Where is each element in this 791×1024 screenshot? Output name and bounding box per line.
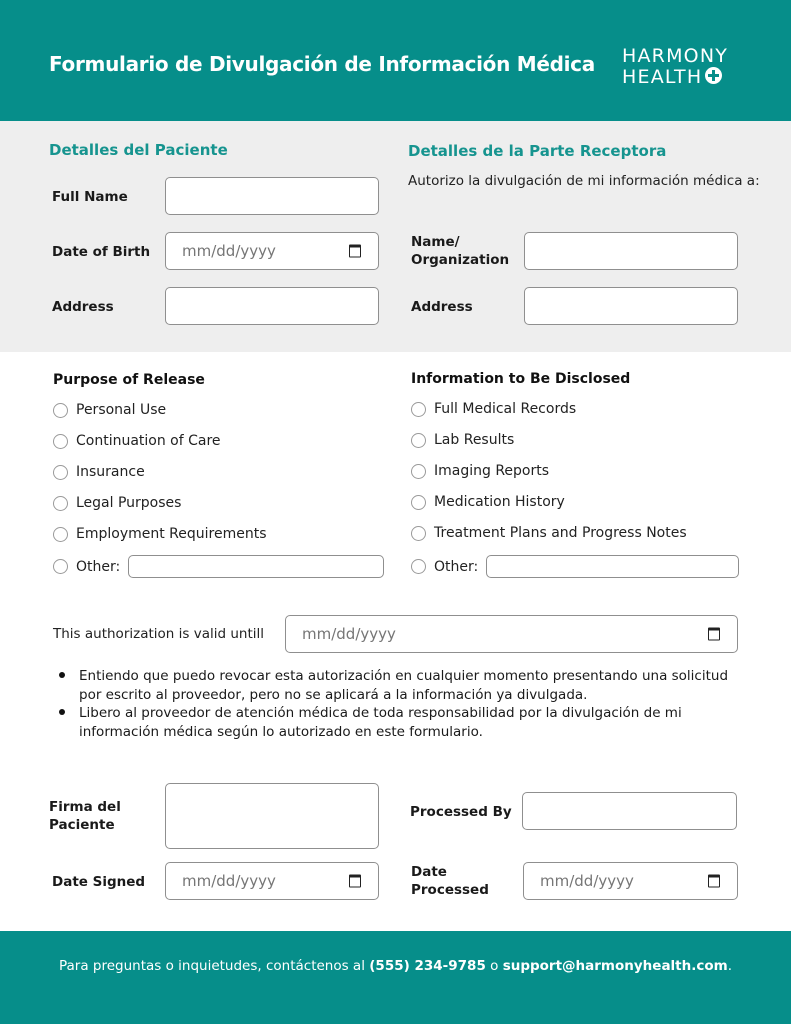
date-processed-label bbox=[411, 863, 489, 899]
disclosure-option[interactable] bbox=[411, 463, 549, 479]
date-signed-placeholder: mm/dd/yyyy bbox=[182, 872, 276, 890]
radio-button[interactable] bbox=[53, 496, 68, 511]
plus-circle-icon bbox=[705, 67, 722, 84]
disclosure-other-label: Other: bbox=[434, 558, 479, 575]
calendar-icon[interactable] bbox=[349, 245, 361, 258]
disclosure-option-label: Full Medical Records bbox=[434, 401, 577, 417]
patient-section-title: Detalles del Paciente bbox=[49, 141, 228, 159]
signature-input[interactable] bbox=[165, 783, 379, 849]
patient-address-input[interactable] bbox=[165, 287, 379, 325]
disclosure-title: Information to Be Disclosed bbox=[411, 371, 631, 387]
date-signed-input[interactable] bbox=[165, 862, 379, 900]
recipient-name-label-line-2: Organization bbox=[411, 252, 510, 268]
purpose-option[interactable] bbox=[53, 464, 145, 480]
full-name-input[interactable] bbox=[165, 177, 379, 215]
radio-button[interactable] bbox=[411, 526, 426, 541]
dob-label: Date of Birth bbox=[52, 244, 151, 260]
recipient-intro-text: Autorizo la divulgación de mi información médica a: bbox=[408, 173, 760, 189]
disclosure-option[interactable] bbox=[411, 401, 576, 417]
radio-button[interactable] bbox=[411, 464, 426, 479]
purpose-option-label: Insurance bbox=[76, 464, 145, 480]
radio-button[interactable] bbox=[53, 465, 68, 480]
disclosure-option[interactable] bbox=[411, 525, 687, 541]
terms-list bbox=[58, 667, 748, 741]
recipient-address-input[interactable] bbox=[524, 287, 738, 325]
signature-label bbox=[49, 798, 121, 834]
radio-button[interactable] bbox=[411, 559, 426, 574]
date-processed-label-line-1: Date bbox=[411, 864, 447, 880]
full-name-label: Full Name bbox=[52, 189, 128, 205]
signature-label-line-2: Paciente bbox=[49, 817, 115, 833]
footer-phone[interactable]: (555) 234-9785 bbox=[369, 958, 486, 974]
radio-button[interactable] bbox=[411, 495, 426, 510]
radio-button[interactable] bbox=[53, 403, 68, 418]
disclosure-other-input[interactable] bbox=[486, 555, 739, 578]
disclosure-option[interactable] bbox=[411, 494, 565, 510]
calendar-icon[interactable] bbox=[708, 875, 720, 888]
logo-line-1: HARMONY bbox=[622, 45, 729, 67]
disclosure-option-other[interactable] bbox=[411, 555, 739, 578]
footer-bar bbox=[0, 931, 791, 1024]
disclosure-option[interactable] bbox=[411, 432, 514, 448]
purpose-option[interactable] bbox=[53, 495, 181, 511]
validity-label: This authorization is valid untill bbox=[53, 626, 264, 642]
calendar-icon[interactable] bbox=[349, 875, 361, 888]
recipient-address-label: Address bbox=[411, 299, 473, 315]
recipient-name-label bbox=[411, 233, 509, 269]
purpose-title: Purpose of Release bbox=[53, 372, 205, 388]
date-signed-label: Date Signed bbox=[52, 874, 146, 890]
radio-button[interactable] bbox=[53, 527, 68, 542]
date-processed-input[interactable] bbox=[523, 862, 738, 900]
validity-date-input[interactable] bbox=[285, 615, 738, 653]
purpose-option-label: Continuation of Care bbox=[76, 433, 221, 449]
disclosure-option-label: Medication History bbox=[434, 494, 565, 510]
purpose-option-other[interactable] bbox=[53, 555, 384, 578]
footer-connector: o bbox=[485, 958, 503, 974]
radio-button[interactable] bbox=[53, 559, 68, 574]
signature-label-line-1: Firma del bbox=[49, 799, 121, 815]
dob-date-input[interactable] bbox=[165, 232, 379, 270]
recipient-section-title: Detalles de la Parte Receptora bbox=[408, 142, 667, 160]
disclosure-option-label: Imaging Reports bbox=[434, 463, 550, 479]
purpose-option-label: Personal Use bbox=[76, 402, 167, 418]
terms-item: Entiendo que puedo revocar esta autorización en cualquier momento presentando una solicitud por escrito al proveedor, pero no se aplicará a la información ya divulgada. bbox=[58, 667, 748, 704]
purpose-option-label: Legal Purposes bbox=[76, 495, 182, 511]
disclosure-option-label: Treatment Plans and Progress Notes bbox=[434, 525, 687, 541]
footer-prefix: Para preguntas o inquietudes, contáctenos al bbox=[58, 958, 370, 974]
purpose-other-label: Other: bbox=[76, 558, 121, 575]
purpose-other-input[interactable] bbox=[128, 555, 384, 578]
radio-button[interactable] bbox=[411, 402, 426, 417]
processed-by-label: Processed By bbox=[410, 804, 512, 820]
purpose-option[interactable] bbox=[53, 433, 221, 449]
header-bar bbox=[0, 0, 791, 121]
page-title: Formulario de Divulgación de Información Médica bbox=[49, 52, 595, 76]
terms-item: Libero al proveedor de atención médica de toda responsabilidad por la divulgación de mi información médica según lo autorizado en este formulario. bbox=[58, 704, 748, 741]
footer-suffix: . bbox=[727, 958, 733, 974]
processed-by-input[interactable] bbox=[522, 792, 737, 830]
validity-placeholder: mm/dd/yyyy bbox=[302, 625, 396, 643]
purpose-option[interactable] bbox=[53, 402, 166, 418]
purpose-option[interactable] bbox=[53, 526, 267, 542]
calendar-icon[interactable] bbox=[708, 628, 720, 641]
date-processed-placeholder: mm/dd/yyyy bbox=[540, 872, 634, 890]
footer-contact-text bbox=[0, 958, 791, 974]
dob-placeholder: mm/dd/yyyy bbox=[182, 242, 276, 260]
recipient-name-label-line-1: Name/ bbox=[411, 234, 460, 250]
patient-address-label: Address bbox=[52, 299, 114, 315]
radio-button[interactable] bbox=[53, 434, 68, 449]
logo-line-2: HEALTH bbox=[622, 66, 703, 88]
purpose-option-label: Employment Requirements bbox=[76, 526, 267, 542]
radio-button[interactable] bbox=[411, 433, 426, 448]
recipient-name-input[interactable] bbox=[524, 232, 738, 270]
disclosure-option-label: Lab Results bbox=[434, 432, 515, 448]
harmony-health-logo bbox=[622, 46, 728, 88]
footer-email[interactable]: support@harmonyhealth.com bbox=[502, 958, 728, 974]
date-processed-label-line-2: Processed bbox=[411, 882, 489, 898]
